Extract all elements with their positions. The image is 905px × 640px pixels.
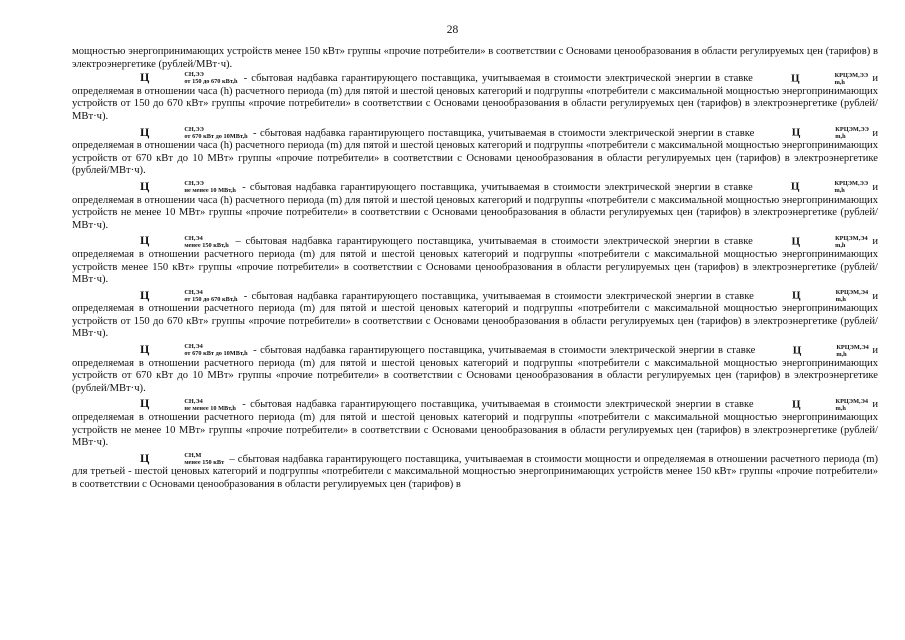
document-body [72,46,878,492]
formula-symbol: Ц СН,ЭЭ не менее 10 МВт,h [140,178,236,195]
reference-symbol: Ц КРЦЭМ,Э4 m,h [791,397,869,412]
definition-paragraph [72,180,878,232]
definition-lead: - сбытовая надбавка гарантирующего поставщика, учитываемая в стоимости электрической энергии в ставке [242,399,754,411]
definition-lead: - сбытовая надбавка гарантирующего поставщика, учитываемая в стоимости электрической энергии в ставке [243,290,754,302]
definition-lead: - сбытовая надбавка гарантирующего поставщика, учитываемая в стоимости электрической энергии в ставке [242,181,753,193]
definition-paragraph [72,289,878,341]
definition-paragraph [72,234,878,286]
reference-symbol: Ц КРЦЭМ,ЭЭ m,h [791,126,869,141]
definition-text: и определяемая в отношении расчетного периода (m) для пятой и шестой ценовых категорий и подгруппы «потребители с максимальной мощностью энергопринимающих устройств от 670 кВт до 10 МВт» группы «прочие потребители» в соответствии с Основами ценообразования в области регулируемых цен (тарифов) в электроэнергетике (рублей/МВт·ч). [72,345,878,394]
formula-symbol: Ц СН,ЭЭ от 150 до 670 кВт,h [140,70,238,86]
definition-lead: - сбытовая надбавка гарантирующего поставщика, учитываемая в стоимости электрической энергии в ставке [253,345,756,357]
reference-symbol: Ц КРЦЭМ,Э4 m,h [792,343,869,358]
formula-symbol: Ц СН,ЭЭ от 670 кВт до 10МВт,h [140,124,248,140]
definition-paragraph [72,452,878,492]
definition-lead: - сбытовая надбавка гарантирующего поставщика, учитываемая в стоимости электрической энергии в ставке [253,127,755,139]
definition-text: и определяемая в отношении часа (h) расчетного периода (m) для пятой и шестой ценовых категорий и подгруппы «потребители с максимальной мощностью энергопринимающих устройств от 670 кВт до 10 МВт» группы «прочие потребители» в соответствии с Основами ценообразования в области регулируемых цен (тарифов) в электроэнергетике (рублей/МВт·ч). [72,127,878,177]
formula-symbol: Ц СН,Э4 не менее 10 МВт,h [140,396,236,412]
formula-symbol: Ц СН,М менее 150 кВт [140,450,225,467]
reference-symbol: Ц КРЦЭМ,ЭЭ m,h [791,71,869,86]
definition-paragraph [72,126,878,178]
definition-text: и определяемая в отношении расчетного периода (m) для пятой и шестой ценовых категорий и подгруппы «потребители с максимальной мощностью энергопринимающих устройств от 150 до 670 кВт» группы «прочие потребители» в соответствии с Основами ценообразования в области регулируемых цен (тарифов) в электроэнергетике (рублей/МВт·ч). [72,290,878,340]
definition-text: и определяемая в отношении часа (h) расчетного периода (m) для пятой и шестой ценовых категорий и подгруппы «потребители с максимальной мощностью энергопринимающих устройств от 150 до 670 кВт» группы «прочие потребители» в соответствии с Основами ценообразования в области регулируемых цен (тарифов) в электроэнергетике (рублей/МВт·ч). [72,73,878,122]
formula-symbol: Ц СН,Э4 от 670 кВт до 10МВт,h [140,342,248,358]
formula-symbol: Ц СН,Э4 от 150 до 670 кВт,h [140,287,238,303]
definition-paragraph [72,71,878,123]
reference-symbol: Ц КРЦЭМ,Э4 m,h [792,289,869,304]
definition-paragraph [72,343,878,395]
definition-text: и определяемая в отношении расчетного периода (m) для пятой и шестой ценовых категорий и подгруппы «потребители с максимальной мощностью энергопринимающих устройств не менее 10 МВт» группы «прочие потребители» в соответствии с Основами ценообразования в области регулируемых цен (тарифов) в электроэнергетике (рублей/МВт·ч). [72,399,879,449]
formula-symbol: Ц СН,Э4 менее 150 кВт,h [140,233,229,249]
definition-paragraph [72,397,878,449]
definition-lead: – сбытовая надбавка гарантирующего поставщика, учитываемая в стоимости мощности и определяемая в отношении расчетного периода (m) для третьей - шестой ценовых категорий и подгруппы «потребители с максимальной мощностью энергопринимающих устройств менее 150 кВт» группы «прочие потребители» в соответствии с Основами ценообразования в области регулируемых цен (тарифов) в [72,453,878,490]
definition-lead: - сбытовая надбавка гарантирующего поставщика, учитываемая в стоимости электрической энергии в ставке [243,73,753,85]
definition-text: и определяемая в отношении часа (h) расчетного периода (m) для пятой и шестой ценовых категорий и подгруппы «потребители с максимальной мощностью энергопринимающих устройств не менее 10 МВт» группы «прочие потребители» в соответствии с Основами ценообразования в области регулируемых цен (тарифов) в электроэнергетике (рублей/МВт·ч). [72,181,879,231]
definition-text: и определяемая в отношении расчетного периода (m) для пятой и шестой ценовых категорий и подгруппы «потребители с максимальной мощностью энергопринимающих устройств менее 150 кВт» группы «прочие потребители» в соответствии с Основами ценообразования в области регулируемых цен (тарифов) в электроэнергетике (рублей/МВт·ч). [72,236,878,286]
definition-lead: – сбытовая надбавка гарантирующего поставщика, учитываемая в стоимости электрической энергии в ставке [235,236,753,248]
intro-paragraph: мощностью энергопринимающих устройств менее 150 кВт» группы «прочие потребители» в соответствии с Основами ценообразования в области регулируемых цен (тарифов) в электроэнергетике (рублей/МВт·ч). [72,46,878,70]
page-number: 28 [446,24,459,36]
reference-symbol: Ц КРЦЭМ,Э4 m,h [791,234,868,249]
reference-symbol: Ц КРЦЭМ,ЭЭ m,h [790,180,869,195]
